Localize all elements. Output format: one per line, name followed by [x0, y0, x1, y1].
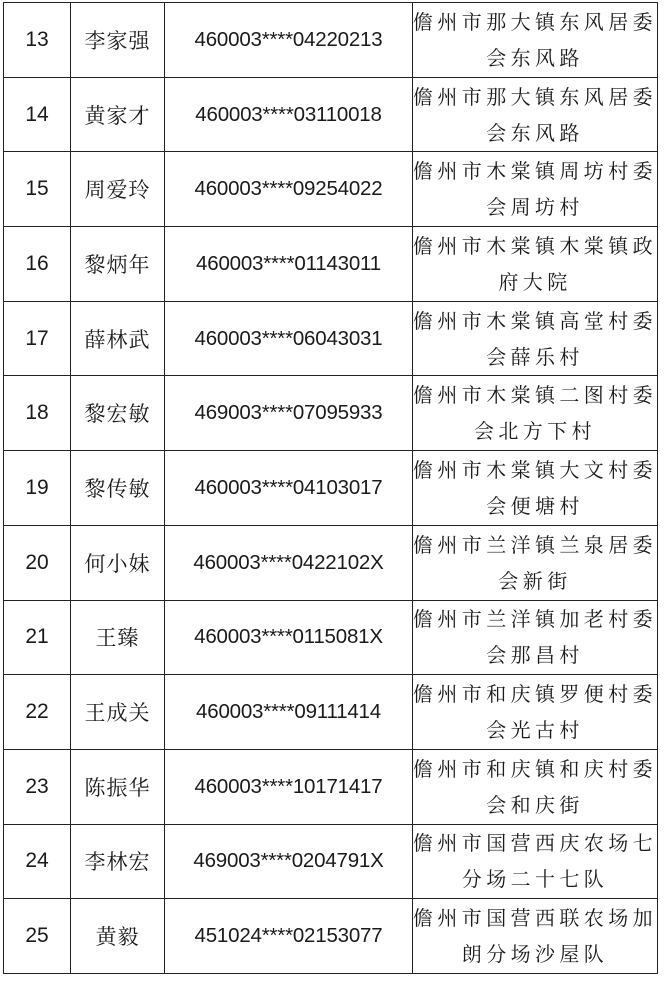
address-line: 儋州市木棠镇木棠镇政 [413, 233, 657, 258]
table-row [4, 152, 658, 227]
id-number: 460003****01143011 [165, 227, 413, 302]
table-row [4, 301, 658, 376]
row-number: 16 [4, 227, 71, 302]
person-name: 薛林武 [71, 301, 165, 376]
address-line: 会东风路 [486, 120, 584, 145]
address-line: 会和庆街 [486, 792, 584, 817]
address-line: 朗分场沙屋队 [461, 942, 609, 967]
table-row [4, 525, 658, 600]
address-line: 儋州市国营西庆农场七 [413, 831, 657, 856]
address-line: 儋州市木棠镇高堂村委 [413, 308, 657, 333]
address-cell [413, 152, 658, 227]
address-line: 会周坊村 [486, 195, 584, 220]
address-line: 儋州市木棠镇二图村委 [413, 383, 657, 408]
id-number: 460003****0115081X [165, 600, 413, 675]
address-line: 分场二十七队 [461, 867, 609, 892]
person-name: 何小妹 [71, 525, 165, 600]
address-cell [413, 600, 658, 675]
id-number: 460003****06043031 [165, 301, 413, 376]
address-line: 会那昌村 [486, 643, 584, 668]
address-line: 会北方下村 [474, 419, 596, 444]
id-number: 469003****07095933 [165, 376, 413, 451]
id-number: 469003****0204791X [165, 824, 413, 899]
row-number: 20 [4, 525, 71, 600]
id-number: 460003****04103017 [165, 451, 413, 526]
row-number: 21 [4, 600, 71, 675]
address-line: 会光古村 [486, 718, 584, 743]
address-cell [413, 749, 658, 824]
roster-body [4, 3, 658, 974]
address-line: 儋州市兰洋镇兰泉居委 [413, 532, 657, 557]
table-row [4, 451, 658, 526]
row-number: 24 [4, 824, 71, 899]
person-name: 黎传敏 [71, 451, 165, 526]
address-cell [413, 301, 658, 376]
address-cell [413, 3, 658, 78]
address-line: 会便塘村 [486, 493, 584, 518]
address-line: 会新街 [498, 568, 572, 593]
address-line: 儋州市兰洋镇加老村委 [413, 607, 657, 632]
id-number: 460003****09111414 [165, 675, 413, 750]
table-row [4, 824, 658, 899]
address-line: 儋州市木棠镇周坊村委 [413, 159, 657, 184]
table-row [4, 675, 658, 750]
id-number: 460003****0422102X [165, 525, 413, 600]
id-number: 460003****09254022 [165, 152, 413, 227]
address-line: 儋州市国营西联农场加 [413, 906, 657, 931]
person-name: 黄毅 [71, 899, 165, 974]
table-row [4, 376, 658, 451]
address-cell [413, 227, 658, 302]
address-line: 会薛乐村 [486, 344, 584, 369]
address-line: 儋州市那大镇东风居委 [413, 84, 657, 109]
address-cell [413, 525, 658, 600]
row-number: 25 [4, 899, 71, 974]
address-cell [413, 675, 658, 750]
id-number: 460003****04220213 [165, 3, 413, 78]
person-name: 王臻 [71, 600, 165, 675]
row-number: 22 [4, 675, 71, 750]
address-line: 儋州市木棠镇大文村委 [413, 457, 657, 482]
address-line: 儋州市和庆镇罗便村委 [413, 682, 657, 707]
roster-table [3, 2, 658, 974]
row-number: 18 [4, 376, 71, 451]
row-number: 14 [4, 77, 71, 152]
address-cell [413, 824, 658, 899]
person-name: 周爱玲 [71, 152, 165, 227]
table-row [4, 749, 658, 824]
table-row [4, 77, 658, 152]
table-row [4, 600, 658, 675]
person-name: 李家强 [71, 3, 165, 78]
table-row [4, 899, 658, 974]
person-name: 陈振华 [71, 749, 165, 824]
address-cell [413, 451, 658, 526]
address-line: 儋州市和庆镇和庆村委 [413, 756, 657, 781]
row-number: 13 [4, 3, 71, 78]
person-name: 李林宏 [71, 824, 165, 899]
address-cell [413, 376, 658, 451]
person-name: 王成关 [71, 675, 165, 750]
address-cell [413, 899, 658, 974]
address-cell [413, 77, 658, 152]
row-number: 17 [4, 301, 71, 376]
table-row [4, 227, 658, 302]
table-row [4, 3, 658, 78]
id-number: 451024****02153077 [165, 899, 413, 974]
id-number: 460003****03110018 [165, 77, 413, 152]
row-number: 19 [4, 451, 71, 526]
row-number: 23 [4, 749, 71, 824]
person-name: 黎炳年 [71, 227, 165, 302]
row-number: 15 [4, 152, 71, 227]
person-name: 黎宏敏 [71, 376, 165, 451]
address-line: 儋州市那大镇东风居委 [413, 9, 657, 34]
id-number: 460003****10171417 [165, 749, 413, 824]
address-line: 府大院 [498, 269, 572, 294]
address-line: 会东风路 [486, 45, 584, 70]
person-name: 黄家才 [71, 77, 165, 152]
